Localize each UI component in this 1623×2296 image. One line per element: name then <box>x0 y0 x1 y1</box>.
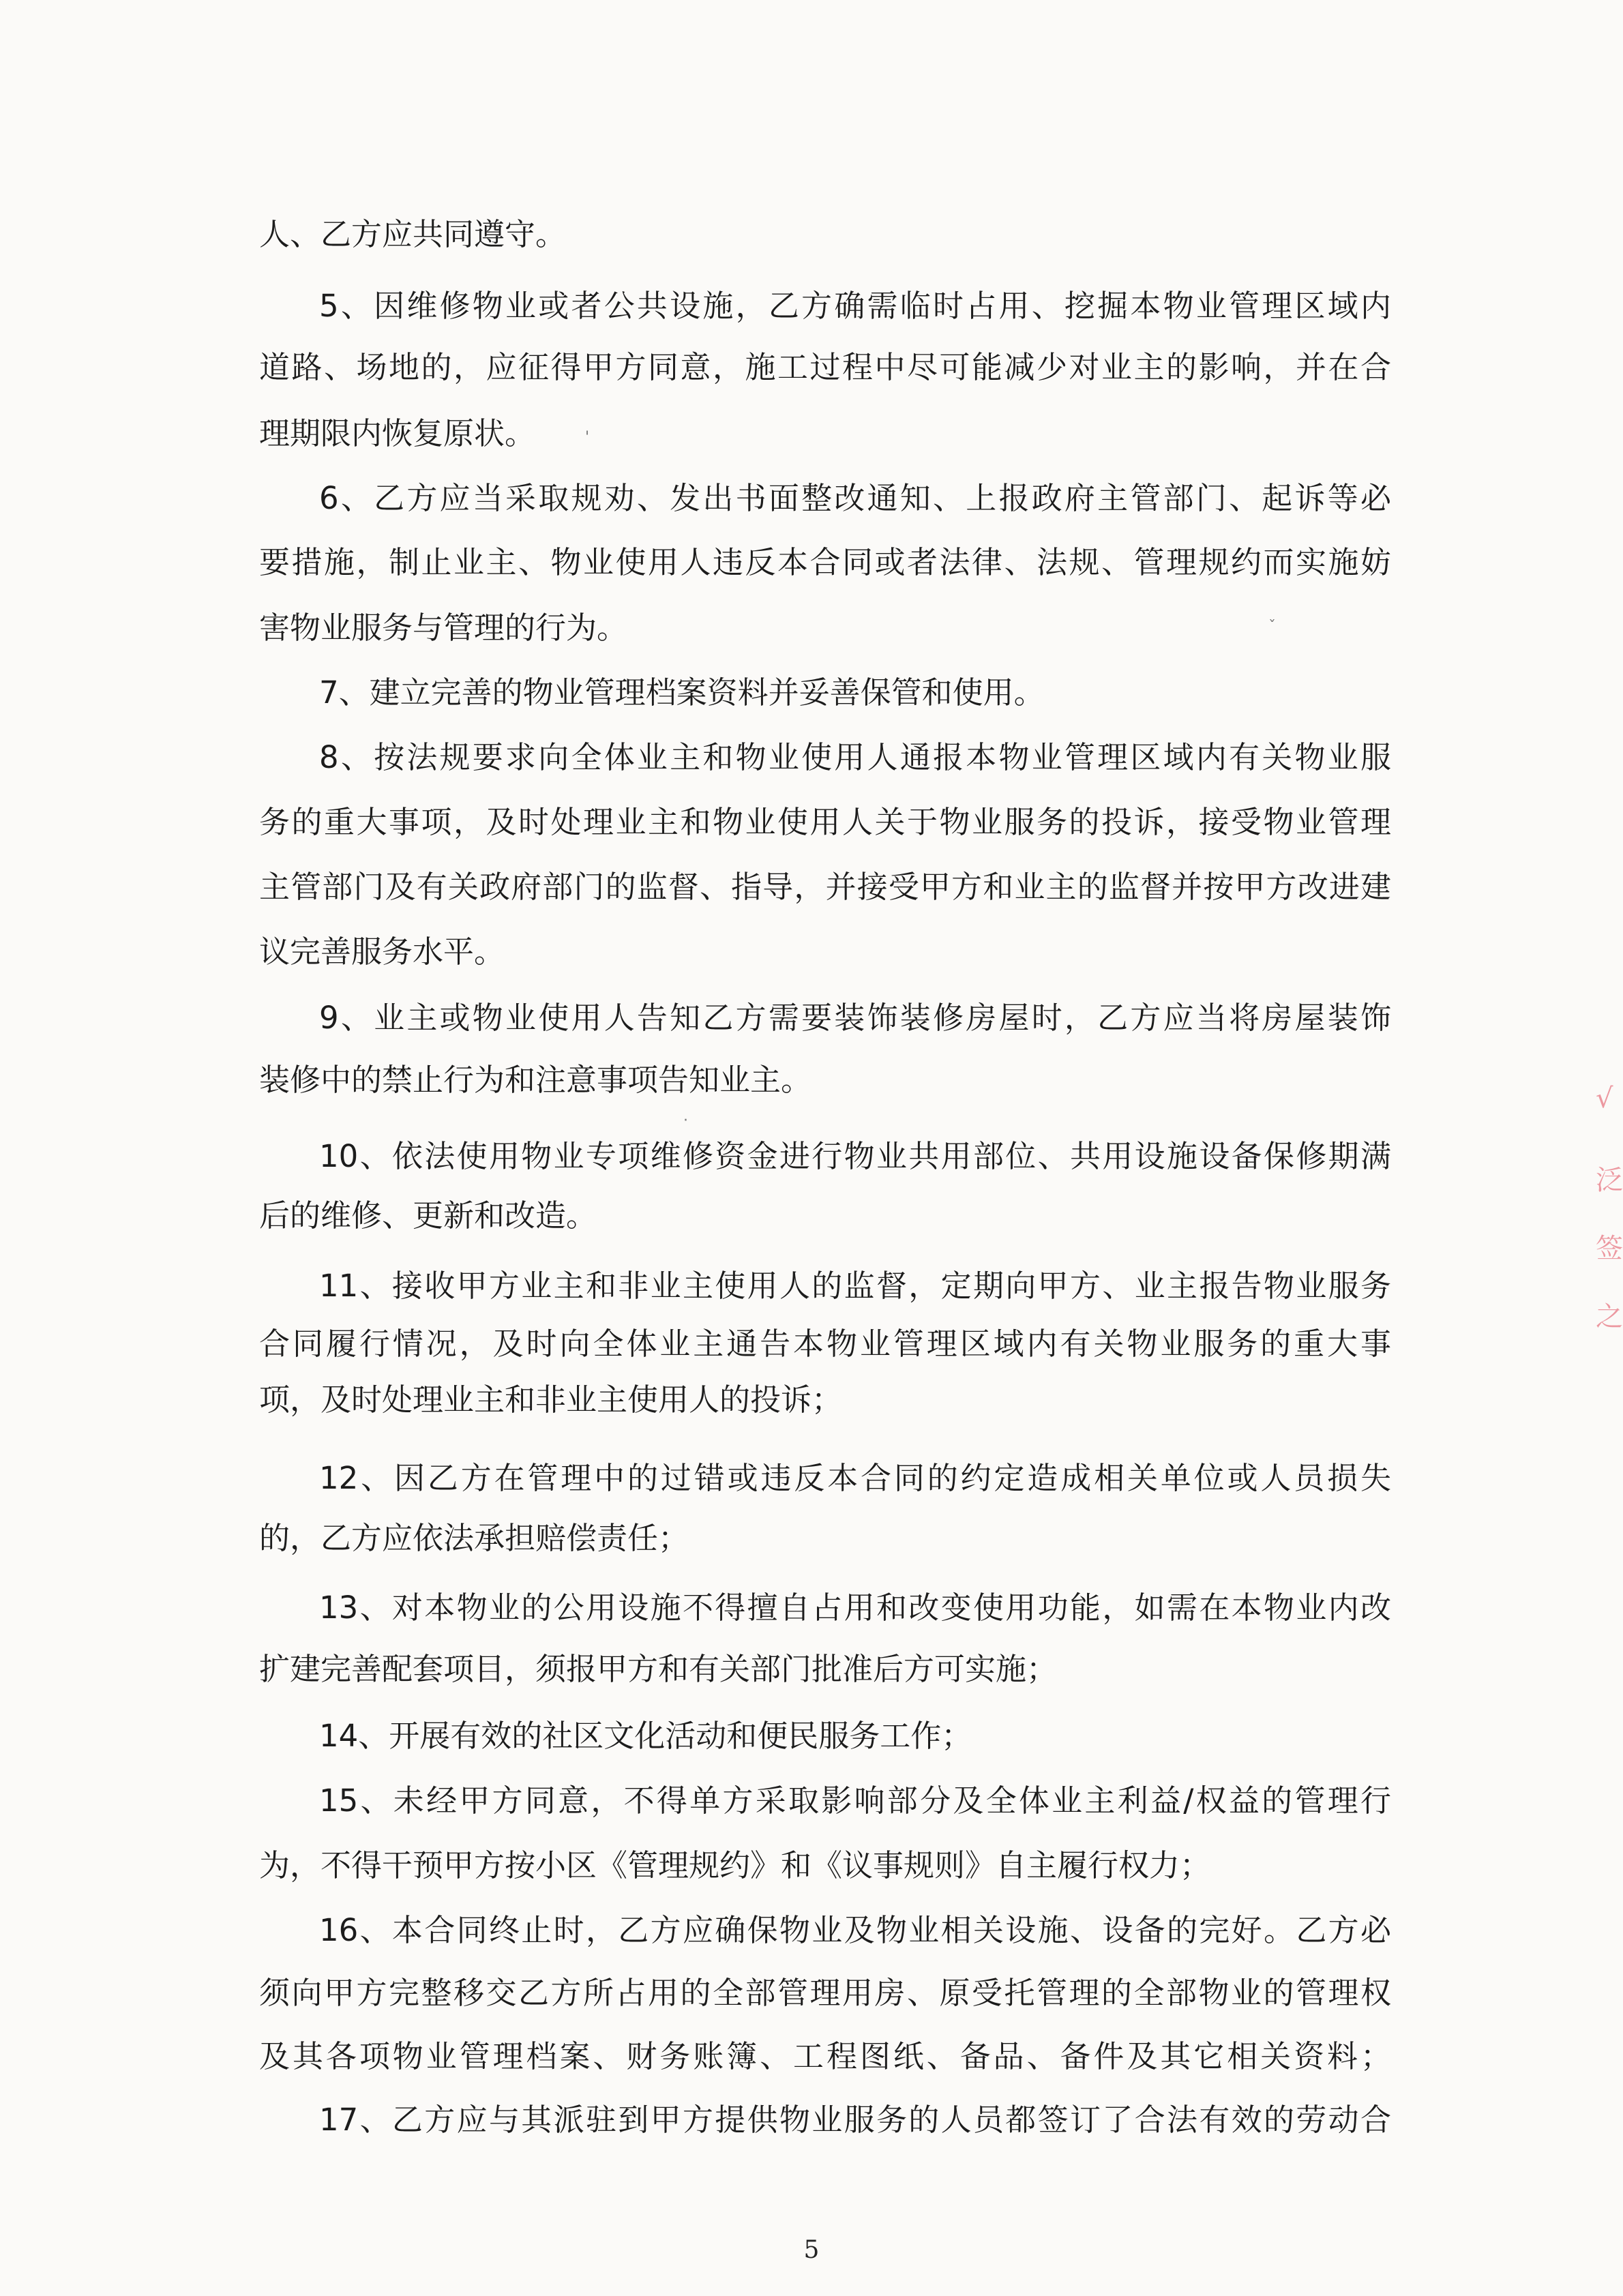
text-line: 的，乙方应依法承担赔偿责任； <box>259 1520 689 1556</box>
text-line: 扩建完善配套项目，须报甲方和有关部门批准后方可实施； <box>259 1651 1058 1687</box>
text-line: 后的维修、更新和改造。 <box>259 1197 597 1234</box>
text-line: 10、依法使用物业专项维修资金进行物业共用部位、共用设施设备保修期满 <box>319 1138 1391 1174</box>
text-line: 及其各项物业管理档案、财务账簿、工程图纸、备品、备件及其它相关资料； <box>259 2038 1391 2074</box>
text-line: 11、接收甲方业主和非业主使用人的监督，定期向甲方、业主报告物业服务 <box>319 1268 1391 1304</box>
stamp-char: √ <box>1596 1083 1613 1114</box>
stamp-char: 之 <box>1596 1301 1623 1332</box>
scan-speck: ' <box>585 429 590 446</box>
text-line: 害物业服务与管理的行为。 <box>259 610 628 646</box>
text-line: 15、未经甲方同意，不得单方采取影响部分及全体业主利益/权益的管理行 <box>319 1783 1391 1819</box>
text-line: 装修中的禁止行为和注意事项告知业主。 <box>259 1062 812 1098</box>
text-line: 道路、场地的，应征得甲方同意，施工过程中尽可能减少对业主的影响，并在合 <box>259 349 1391 385</box>
text-line: 6、乙方应当采取规劝、发出书面整改通知、上报政府主管部门、起诉等必 <box>319 480 1391 516</box>
text-line: 项，及时处理业主和非业主使用人的投诉； <box>259 1382 843 1418</box>
text-line: 议完善服务水平。 <box>259 934 505 970</box>
text-line: 16、本合同终止时，乙方应确保物业及物业相关设施、设备的完好。乙方必 <box>319 1912 1391 1948</box>
text-line: 13、对本物业的公用设施不得擅自占用和改变使用功能，如需在本物业内改 <box>319 1590 1391 1626</box>
text-line: 8、按法规要求向全体业主和物业使用人通报本物业管理区域内有关物业服 <box>319 739 1391 775</box>
seal-stamp-fragment <box>1596 1077 1623 1350</box>
text-line: 7、建立完善的物业管理档案资料并妥善保管和使用。 <box>319 674 1045 711</box>
text-line: 理期限内恢复原状。 <box>259 415 536 451</box>
text-line: 务的重大事项，及时处理业主和物业使用人关于物业服务的投诉，接受物业管理 <box>259 804 1391 840</box>
text-line: 要措施，制止业主、物业使用人违反本合同或者法律、法规、管理规约而实施妨 <box>259 544 1391 580</box>
text-line: 17、乙方应与其派驻到甲方提供物业服务的人员都签订了合法有效的劳动合 <box>319 2102 1391 2138</box>
text-line: 9、业主或物业使用人告知乙方需要装饰装修房屋时，乙方应当将房屋装饰 <box>319 1000 1391 1036</box>
stamp-char: 泛 <box>1596 1165 1623 1196</box>
text-line: 主管部门及有关政府部门的监督、指导，并接受甲方和业主的监督并按甲方改进建 <box>259 869 1391 905</box>
text-line: 12、因乙方在管理中的过错或违反本合同的约定造成相关单位或人员损失 <box>319 1460 1391 1496</box>
scan-speck: ˇ <box>1268 618 1276 636</box>
scan-speck: · <box>683 1112 688 1129</box>
text-line: 须向甲方完整移交乙方所占用的全部管理用房、原受托管理的全部物业的管理权 <box>259 1975 1391 2011</box>
text-line: 5、因维修物业或者公共设施，乙方确需临时占用、挖掘本物业管理区域内 <box>319 288 1391 324</box>
text-line: 为，不得干预甲方按小区《管理规约》和《议事规则》自主履行权力； <box>259 1847 1211 1883</box>
page-number: 5 <box>803 2236 820 2264</box>
text-line: 合同履行情况，及时向全体业主通告本物业管理区域内有关物业服务的重大事 <box>259 1326 1391 1362</box>
text-line: 人、乙方应共同遵守。 <box>259 216 567 252</box>
text-line: 14、开展有效的社区文化活动和便民服务工作； <box>319 1718 972 1754</box>
stamp-char: 签 <box>1596 1233 1623 1264</box>
